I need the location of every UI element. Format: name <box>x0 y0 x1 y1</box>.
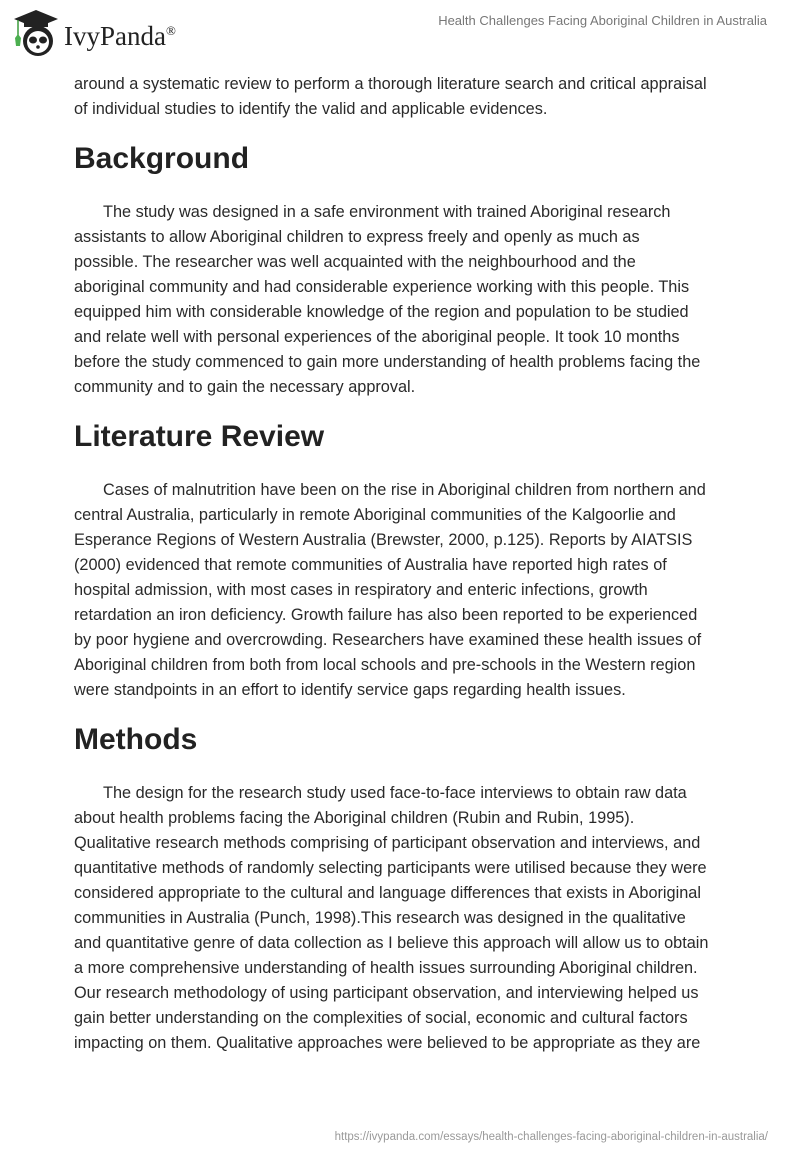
panda-graduate-icon <box>12 8 60 58</box>
text-line: a more comprehensive understanding of health issues surrounding Aboriginal children. <box>74 959 698 977</box>
text-line: The design for the research study used face-to-face interviews to obtain raw data <box>103 784 687 802</box>
source-url: https://ivypanda.com/essays/health-challenges-facing-aboriginal-children-in-australia/ <box>334 1131 768 1143</box>
logo-text: IvyPanda® <box>64 20 176 51</box>
text-line: and relate well with personal experiences of the aboriginal people. It took 10 months <box>74 328 680 346</box>
text-line: equipped him with considerable knowledge of the region and population to be studied <box>74 303 689 321</box>
text-line: quantitative methods of randomly selecting participants were utilised because they were <box>74 859 707 877</box>
text-line: possible. The researcher was well acquainted with the neighbourhood and the <box>74 253 636 271</box>
text-line: Esperance Regions of Western Australia (Brewster, 2000, p.125). Reports by AIATSIS <box>74 531 693 549</box>
text-line: Our research methodology of using participant observation, and interviewing helped us <box>74 984 699 1002</box>
text-line: The study was designed in a safe environment with trained Aboriginal research <box>103 203 671 221</box>
text-line: gain better understanding on the complexities of social, economic and cultural factors <box>74 1009 688 1027</box>
text-line: Cases of malnutrition have been on the rise in Aboriginal children from northern and <box>103 481 706 499</box>
text-line: by poor hygiene and overcrowding. Researchers have examined these health issues of <box>74 631 702 649</box>
literature-review-paragraph <box>74 478 734 703</box>
text-line: assistants to allow Aboriginal children to express freely and openly as much as <box>74 228 640 246</box>
text-line: before the study commenced to gain more understanding of health problems facing the <box>74 353 701 371</box>
essay-body <box>74 72 734 1056</box>
text-line: were standpoints in an effort to identify service gaps regarding health issues. <box>74 681 626 699</box>
text-line: hospital admission, with most cases in respiratory and enteric infections, growth <box>74 581 648 599</box>
text-line: central Australia, particularly in remote Aboriginal communities of the Kalgoorlie and <box>74 506 676 524</box>
text-line: aboriginal community and had considerable experience working with this people. This <box>74 278 690 296</box>
background-paragraph <box>74 200 734 400</box>
methods-paragraph <box>74 781 734 1056</box>
text-line: considered appropriate to the cultural and language differences that exists in Aboriginal <box>74 884 701 902</box>
text-line: retardation an iron deficiency. Growth failure has also been reported to be experienced <box>74 606 698 624</box>
ivypanda-logo[interactable] <box>12 8 176 58</box>
text-line: community and to gain the necessary approval. <box>74 378 416 396</box>
text-line: of individual studies to identify the valid and applicable evidences. <box>74 100 548 118</box>
text-line: (2000) evidenced that remote communities of Australia have reported high rates of <box>74 556 667 574</box>
text-line: around a systematic review to perform a thorough literature search and critical appraisal <box>74 75 707 93</box>
intro-paragraph <box>74 72 734 122</box>
section-heading-literature-review: Literature Review <box>74 419 325 453</box>
document-title: Health Challenges Facing Aboriginal Children in Australia <box>438 13 767 28</box>
text-line: about health problems facing the Aboriginal children (Rubin and Rubin, 1995). <box>74 809 635 827</box>
page-header <box>0 0 800 60</box>
text-line: and quantitative genre of data collection as I believe this approach will allow us to obtain <box>74 934 709 952</box>
section-heading-methods: Methods <box>74 722 198 756</box>
section-heading-background: Background <box>74 141 250 175</box>
text-line: Qualitative research methods comprising of participant observation and interviews, and <box>74 834 701 852</box>
text-line: impacting on them. Qualitative approaches were believed to be appropriate as they are <box>74 1034 701 1052</box>
text-line: Aboriginal children from both from local schools and pre-schools in the Western region <box>74 656 696 674</box>
text-line: communities in Australia (Punch, 1998).This research was designed in the qualitative <box>74 909 686 927</box>
